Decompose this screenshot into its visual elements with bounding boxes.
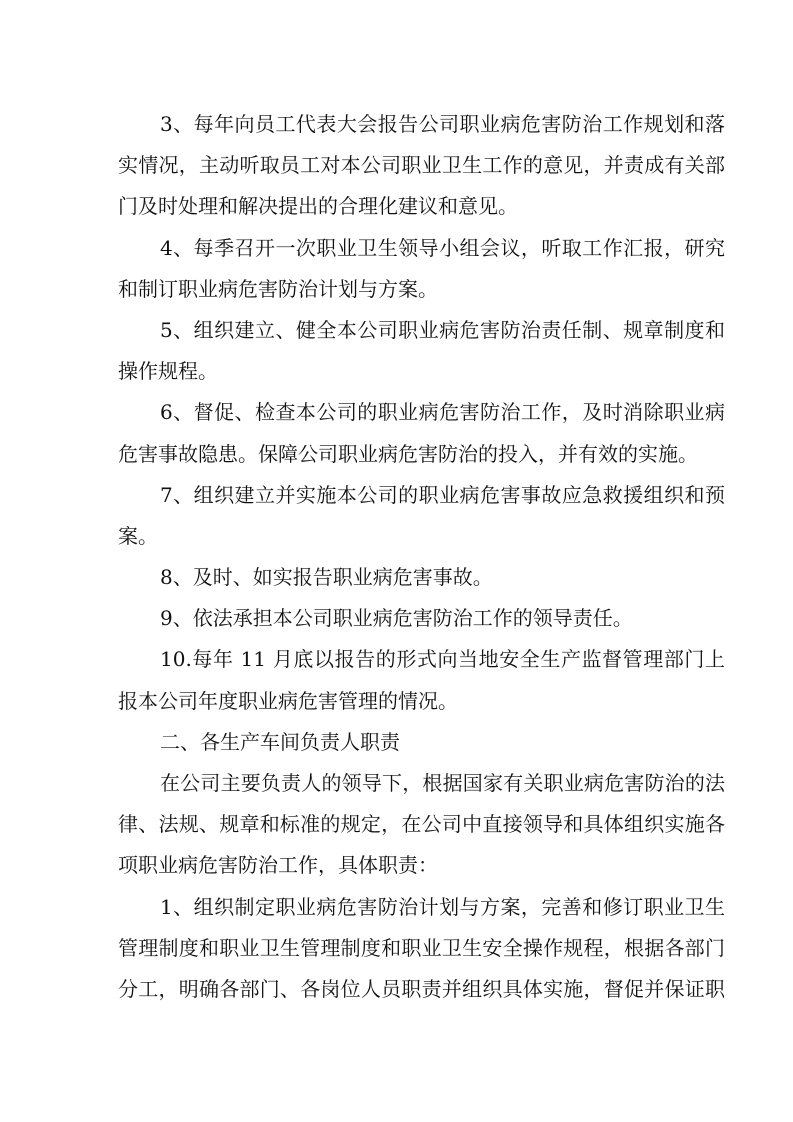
document-page (118, 104, 725, 1010)
text-line: 实情况，主动听取员工对本公司职业卫生工作的意见，并责成有关部 (118, 153, 725, 178)
text-line: 操作规程。 (118, 359, 218, 384)
paragraph (118, 104, 725, 228)
paragraph (118, 310, 725, 392)
text-line: 3、每年向员工代表大会报告公司职业病危害防治工作规划和落 (160, 112, 725, 136)
text-line: 分工，明确各部门、各岗位人员职责并组织具体实施，督促并保证职 (118, 976, 725, 1001)
paragraph (118, 722, 725, 763)
text-line: 报本公司年度职业病危害管理的情况。 (118, 688, 458, 713)
paragraph (118, 392, 725, 474)
text-line: 二、各生产车间负责人职责 (160, 729, 400, 754)
text-line: 在公司主要负责人的领导下，根据国家有关职业病危害防治的法 (160, 771, 725, 795)
text-line: 5、组织建立、健全本公司职业病危害防治责任制、规章制度和 (160, 317, 725, 342)
paragraph (118, 763, 725, 887)
text-line: 6、督促、检查本公司的职业病危害防治工作，及时消除职业病 (160, 400, 725, 425)
text-line: 案。 (118, 523, 158, 548)
text-line: 1、组织制定职业病危害防治计划与方案，完善和修订职业卫生 (160, 894, 725, 919)
paragraph (118, 228, 725, 310)
text-line: 9、依法承担本公司职业病危害防治工作的领导责任。 (160, 606, 633, 631)
text-line: 7、组织建立并实施本公司的职业病危害事故应急救援组织和预 (160, 482, 725, 507)
paragraph (118, 887, 725, 1011)
text-line: 10.每年 11 月底以报告的形式向当地安全生产监督管理部门上 (160, 647, 725, 672)
text-line: 4、每季召开一次职业卫生领导小组会议，听取工作汇报，研究 (160, 235, 725, 260)
paragraph (118, 557, 725, 598)
text-line: 危害事故隐患。保障公司职业病危害防治的投入，并有效的实施。 (118, 441, 698, 466)
text-line: 和制订职业病危害防治计划与方案。 (118, 276, 438, 301)
paragraph (118, 598, 725, 639)
paragraph (118, 639, 725, 721)
text-line: 门及时处理和解决提出的合理化建议和意见。 (118, 194, 518, 219)
text-line: 律、法规、规章和标准的规定，在公司中直接领导和具体组织实施各 (118, 812, 725, 837)
paragraph (118, 475, 725, 557)
text-line: 8、及时、如实报告职业病危害事故。 (160, 565, 493, 590)
text-line: 管理制度和职业卫生管理制度和职业卫生安全操作规程，根据各部门 (118, 935, 725, 960)
text-line: 项职业病危害防治工作，具体职责： (118, 853, 438, 878)
